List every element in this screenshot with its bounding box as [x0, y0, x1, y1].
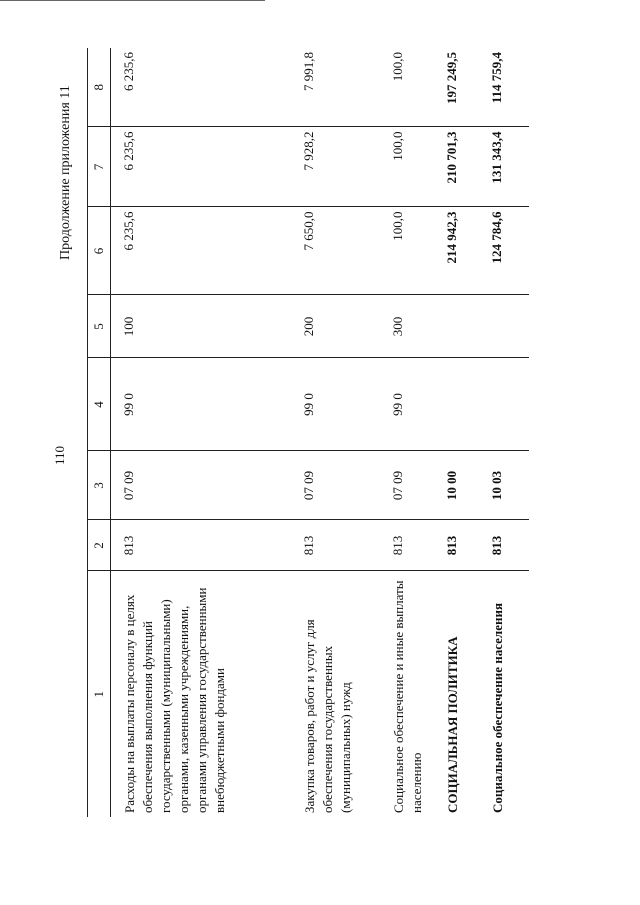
row-value-col7: 7 928,2 — [291, 127, 380, 207]
row-expense-type — [434, 295, 479, 358]
header-col-3: 3 — [88, 451, 111, 520]
header-col-1: 1 — [88, 571, 111, 817]
row-value-col7: 210 701,3 — [434, 127, 479, 207]
row-name: Социальное обеспечение и иные выплаты населению — [390, 580, 424, 813]
row-value-col8: 197 249,5 — [434, 48, 479, 127]
header-col-4: 4 — [88, 358, 111, 451]
row-value-col8: 114 759,4 — [479, 48, 529, 127]
row-expense-type: 200 — [291, 295, 380, 358]
row-section-code: 10 03 — [479, 451, 529, 520]
row-name: Закупка товаров, работ и услуг для обеспечения государственных (муниципальных) нужд — [301, 619, 353, 813]
header-col-8: 8 — [88, 48, 111, 127]
row-target-code: 99 0 — [111, 358, 291, 451]
row-value-col6: 6 235,6 — [111, 207, 291, 295]
row-name: Расходы на выплаты персоналу в целях обеспечения выполнения функций государственными (муниципальными) органами, казенными учреждениями, органами управления государственными внебюджетными фондами — [122, 587, 227, 813]
row-expense-type: 300 — [380, 295, 434, 358]
row-target-code — [434, 358, 479, 451]
table-row — [111, 48, 291, 817]
row-expense-type — [479, 295, 529, 358]
row-expense-type: 100 — [111, 295, 291, 358]
row-value-col6: 100,0 — [380, 207, 434, 295]
row-target-code — [479, 358, 529, 451]
header-col-6: 6 — [88, 207, 111, 295]
header-col-2: 2 — [88, 520, 111, 571]
page-number: 110 — [52, 445, 67, 465]
table-row — [291, 48, 380, 817]
row-ministry-code: 813 — [111, 520, 291, 571]
table-row — [479, 48, 529, 817]
row-value-col7: 131 343,4 — [479, 127, 529, 207]
header-col-5: 5 — [88, 295, 111, 358]
row-ministry-code: 813 — [434, 520, 479, 571]
table-row — [380, 48, 434, 817]
row-value-col6: 124 784,6 — [479, 207, 529, 295]
appendix-table — [87, 48, 529, 817]
row-name: СОЦИАЛЬНАЯ ПОЛИТИКА — [444, 636, 460, 813]
row-ministry-code: 813 — [380, 520, 434, 571]
row-target-code: 99 0 — [291, 358, 380, 451]
row-value-col6: 214 942,3 — [434, 207, 479, 295]
row-ministry-code: 813 — [291, 520, 380, 571]
table-header-row — [88, 48, 111, 817]
row-name: Социальное обеспечение населения — [489, 603, 505, 813]
row-section-code: 07 09 — [291, 451, 380, 520]
continuation-label: Продолжение приложения 11 — [58, 85, 73, 260]
row-ministry-code: 813 — [479, 520, 529, 571]
row-value-col6: 7 650,0 — [291, 207, 380, 295]
row-section-code: 10 00 — [434, 451, 479, 520]
table-row — [434, 48, 479, 817]
row-value-col7: 6 235,6 — [111, 127, 291, 207]
row-value-col8: 100,0 — [380, 48, 434, 127]
header-col-7: 7 — [88, 127, 111, 207]
row-value-col7: 100,0 — [380, 127, 434, 207]
row-section-code: 07 09 — [380, 451, 434, 520]
row-value-col8: 6 235,6 — [111, 48, 291, 127]
row-section-code: 07 09 — [111, 451, 291, 520]
row-value-col8: 7 991,8 — [291, 48, 380, 127]
row-target-code: 99 0 — [380, 358, 434, 451]
